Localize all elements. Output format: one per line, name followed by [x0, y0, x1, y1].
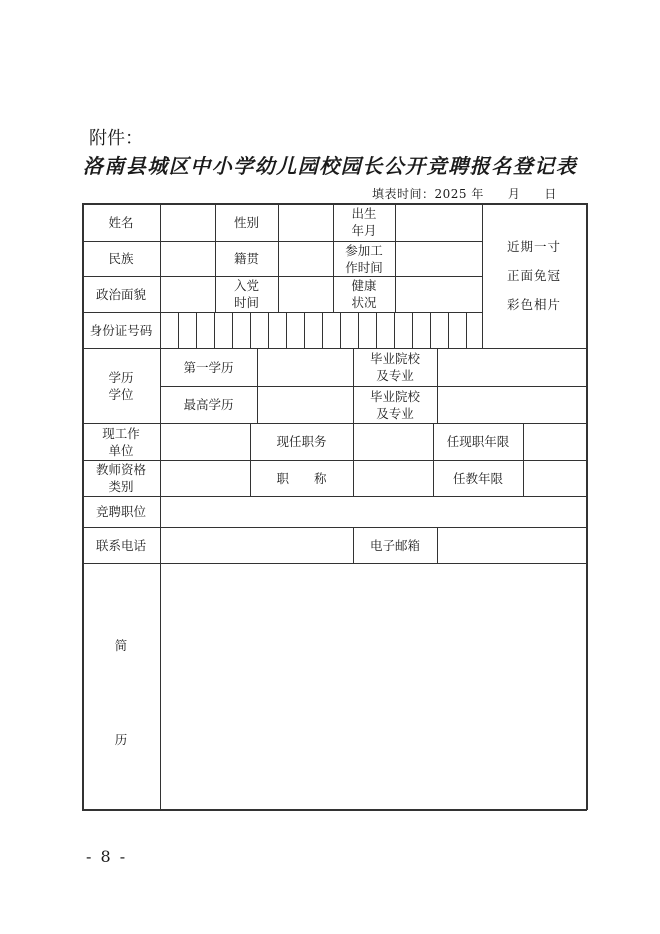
teaching-years-field[interactable] — [523, 460, 586, 496]
school-major1-line2: 及专业 — [376, 368, 414, 383]
title-rank-label: 职 称 — [276, 470, 327, 486]
fill-time-month: 月 — [507, 187, 521, 201]
birth-field[interactable] — [395, 203, 482, 241]
teaching-years-label: 任教年限 — [452, 470, 503, 486]
native-place-label: 籍贯 — [233, 251, 259, 266]
resume-label-char2: 历 — [114, 731, 128, 747]
school-major2-line1: 毕业院校 — [369, 388, 420, 404]
school-major1-label — [353, 348, 437, 386]
teacher-cert-line1: 教师资格 — [95, 462, 146, 477]
political-status-label: 政治面貌 — [95, 286, 146, 302]
page-number: - 8 - — [86, 847, 128, 866]
photo-line1: 近期一寸 — [506, 239, 561, 254]
education-line2: 学位 — [108, 386, 134, 402]
ethnicity-field[interactable] — [160, 241, 215, 276]
fill-time-day: 日 — [544, 187, 557, 201]
work-start-label — [333, 241, 395, 276]
work-start-line1: 参加工 — [345, 242, 383, 258]
work-start-line2: 作时间 — [345, 259, 383, 275]
teacher-cert-line2: 类别 — [108, 479, 134, 494]
party-join-field[interactable] — [278, 276, 333, 312]
current-unit-label — [82, 423, 160, 460]
highest-degree-label: 最高学历 — [183, 397, 234, 412]
teacher-cert-label — [82, 460, 160, 496]
school-major1-field[interactable] — [437, 348, 586, 386]
applied-position-label: 竞聘职位 — [95, 504, 146, 519]
attachment-label: 附件： — [89, 128, 143, 149]
photo-line3: 彩色相片 — [506, 297, 561, 312]
health-line1: 健康 — [351, 278, 377, 293]
current-unit-line1: 现工作 — [102, 425, 140, 441]
political-status-field[interactable] — [160, 276, 215, 312]
name-field[interactable] — [160, 203, 215, 241]
applied-position-field[interactable] — [160, 496, 586, 527]
birth-label-line1: 出生 — [351, 206, 377, 221]
phone-label: 联系电话 — [95, 537, 146, 553]
teacher-cert-field[interactable] — [160, 460, 250, 496]
school-major2-line2: 及专业 — [376, 405, 414, 421]
health-line2: 状况 — [351, 295, 377, 310]
current-unit-line2: 单位 — [108, 442, 134, 458]
school-major2-field[interactable] — [437, 386, 586, 423]
first-degree-field[interactable] — [257, 348, 353, 386]
party-join-line2: 时间 — [233, 295, 259, 310]
birth-label — [333, 203, 395, 241]
photo-placeholder — [482, 203, 586, 348]
name-label: 姓名 — [108, 214, 134, 230]
resume-label-char1: 简 — [114, 637, 128, 653]
gender-label: 性别 — [233, 214, 259, 230]
health-label — [333, 276, 395, 312]
education-line1: 学历 — [108, 369, 134, 385]
email-field[interactable] — [437, 527, 586, 563]
party-join-label — [215, 276, 278, 312]
party-join-line1: 入党 — [233, 278, 259, 293]
school-major2-label — [353, 386, 437, 423]
current-unit-field[interactable] — [160, 423, 250, 460]
fill-time-label: 填表时间：2025 年 — [372, 187, 484, 201]
native-place-field[interactable] — [278, 241, 333, 276]
education-label — [82, 348, 160, 423]
position-years-field[interactable] — [523, 423, 586, 460]
email-label: 电子邮箱 — [369, 537, 420, 553]
title-rank-field[interactable] — [353, 460, 433, 496]
first-degree-label: 第一学历 — [183, 359, 234, 375]
work-start-field[interactable] — [395, 241, 482, 276]
photo-line2: 正面免冠 — [506, 268, 561, 283]
position-years-label: 任现职年限 — [446, 434, 510, 449]
ethnicity-label: 民族 — [108, 251, 134, 266]
current-position-label: 现任职务 — [276, 434, 327, 449]
highest-degree-field[interactable] — [257, 386, 353, 423]
health-field[interactable] — [395, 276, 482, 312]
form-title: 洛南县城区中小学幼儿园校园长公开竞聘报名登记表 — [82, 154, 578, 178]
resume-field[interactable] — [160, 563, 586, 809]
gender-field[interactable] — [278, 203, 333, 241]
birth-label-line2: 年月 — [351, 223, 377, 238]
id-number-label: 身份证号码 — [89, 322, 153, 338]
school-major1-line1: 毕业院校 — [369, 351, 420, 366]
fill-time — [372, 185, 557, 202]
current-position-field[interactable] — [353, 423, 433, 460]
phone-field[interactable] — [160, 527, 353, 563]
